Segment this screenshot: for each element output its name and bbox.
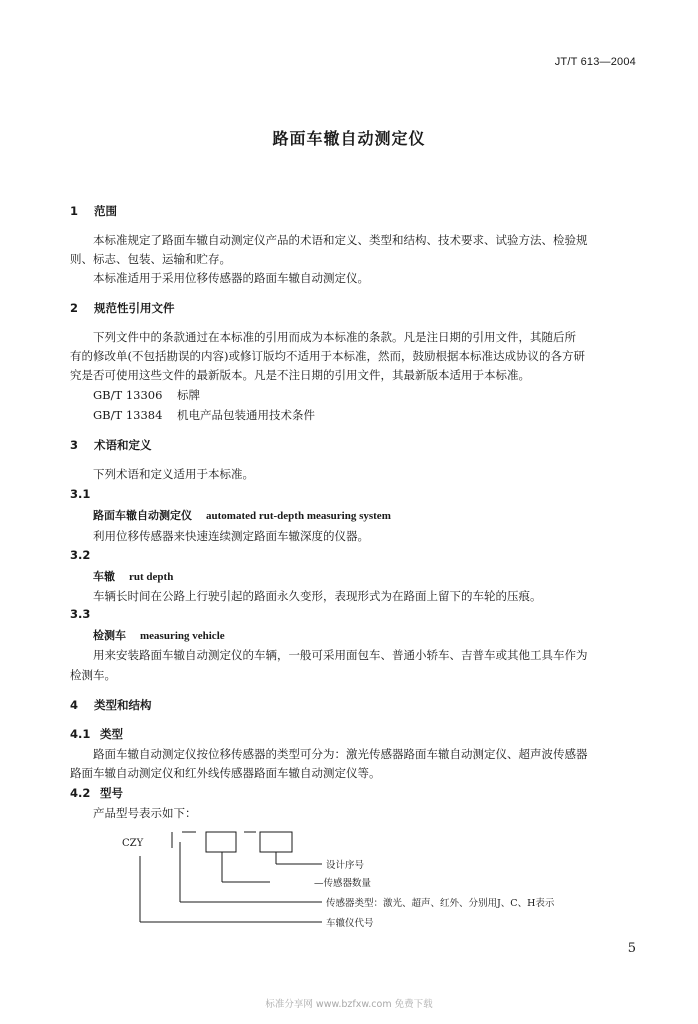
section-title: 范围 [94, 204, 117, 218]
term-definition: 车辆长时间在公路上行驶引起的路面永久变形，表现形式为在路面上留下的车轮的压痕。 [93, 589, 542, 603]
term-en: automated rut-depth measuring system [206, 510, 391, 522]
paragraph-line: 产品型号表示如下： [93, 806, 197, 820]
sensor-count-label: —传感器数量 [314, 878, 372, 889]
section-number: 1 [70, 204, 79, 218]
subsection-title: 型号 [100, 786, 123, 800]
design-seq-box [260, 832, 292, 852]
sensor-count-box [206, 832, 236, 852]
term-en: rut depth [129, 571, 174, 583]
reference-name: 标牌 [177, 388, 200, 402]
term-zh: 车辙 [93, 570, 115, 583]
watermark-footer: 标准分享网 www.bzfxw.com 免费下载 [265, 999, 433, 1010]
term-number: 3.2 [70, 548, 91, 562]
section-title: 术语和定义 [94, 438, 152, 452]
paragraph-line: 路面车辙自动测定仪和红外线传感器路面车辙自动测定仪等。 [70, 766, 381, 780]
term-definition: 用来安装路面车辙自动测定仪的车辆，一般可采用面包车、普通小轿车、吉普车或其他工具车作为 [93, 648, 588, 662]
paragraph-line: 路面车辙自动测定仪按位移传感器的类型可分为：激光传感器路面车辙自动测定仪、超声波传感器 [93, 747, 588, 761]
section-number: 4 [70, 698, 79, 712]
term-en: measuring vehicle [140, 630, 225, 642]
document-title: 路面车辙自动测定仪 [272, 129, 426, 148]
subsection-title: 类型 [100, 727, 123, 741]
paragraph-line: 究是否可使用这些文件的最新版本。凡是不注日期的引用文件，其最新版本适用于本标准。 [70, 368, 530, 382]
paragraph-line: 下列文件中的条款通过在本标准的引用而成为本标准的条款。凡是注日期的引用文件，其随后所 [93, 330, 576, 344]
paragraph-line: 有的修改单(不包括勘误的内容)或修订版均不适用于本标准，然而，鼓励根据本标准达成协议的各方研 [70, 349, 585, 363]
term-number: 3.3 [70, 607, 91, 621]
term-definition: 利用位移传感器来快速连续测定路面车辙深度的仪器。 [93, 529, 369, 543]
paragraph-line: 下列术语和定义适用于本标准。 [93, 467, 254, 481]
reference-name: 机电产品包装通用技术条件 [177, 408, 315, 422]
term-definition: 检测车。 [70, 668, 116, 682]
section-number: 2 [70, 301, 79, 315]
subsection-number: 4.1 [70, 727, 91, 741]
paragraph-line: 本标准适用于采用位移传感器的路面车辙自动测定仪。 [93, 271, 369, 285]
design-seq-label: 设计序号 [326, 860, 365, 871]
subsection-number: 4.2 [70, 786, 91, 800]
model-prefix: CZY [122, 838, 144, 849]
section-number: 3 [70, 438, 79, 452]
section-title: 规范性引用文件 [94, 301, 175, 315]
paragraph-line: 本标准规定了路面车辙自动测定仪产品的术语和定义、类型和结构、技术要求、试验方法、检验规 [93, 233, 588, 247]
term-zh: 路面车辙自动测定仪 [93, 509, 192, 522]
page-number: 5 [627, 941, 636, 956]
paragraph-line: 则、标志、包装、运输和贮存。 [70, 252, 231, 266]
term-zh: 检测车 [93, 629, 126, 642]
sensor-type-label: 传感器类型：激光、超声、红外、分别用J、C、H表示 [326, 898, 555, 909]
standard-code: JT/T 613—2004 [554, 56, 636, 68]
instrument-code-label: 车辙仪代号 [326, 918, 374, 929]
reference-code: GB/T 13384 [93, 408, 163, 422]
reference-code: GB/T 13306 [93, 388, 163, 402]
term-number: 3.1 [70, 487, 91, 501]
section-title: 类型和结构 [94, 698, 152, 712]
